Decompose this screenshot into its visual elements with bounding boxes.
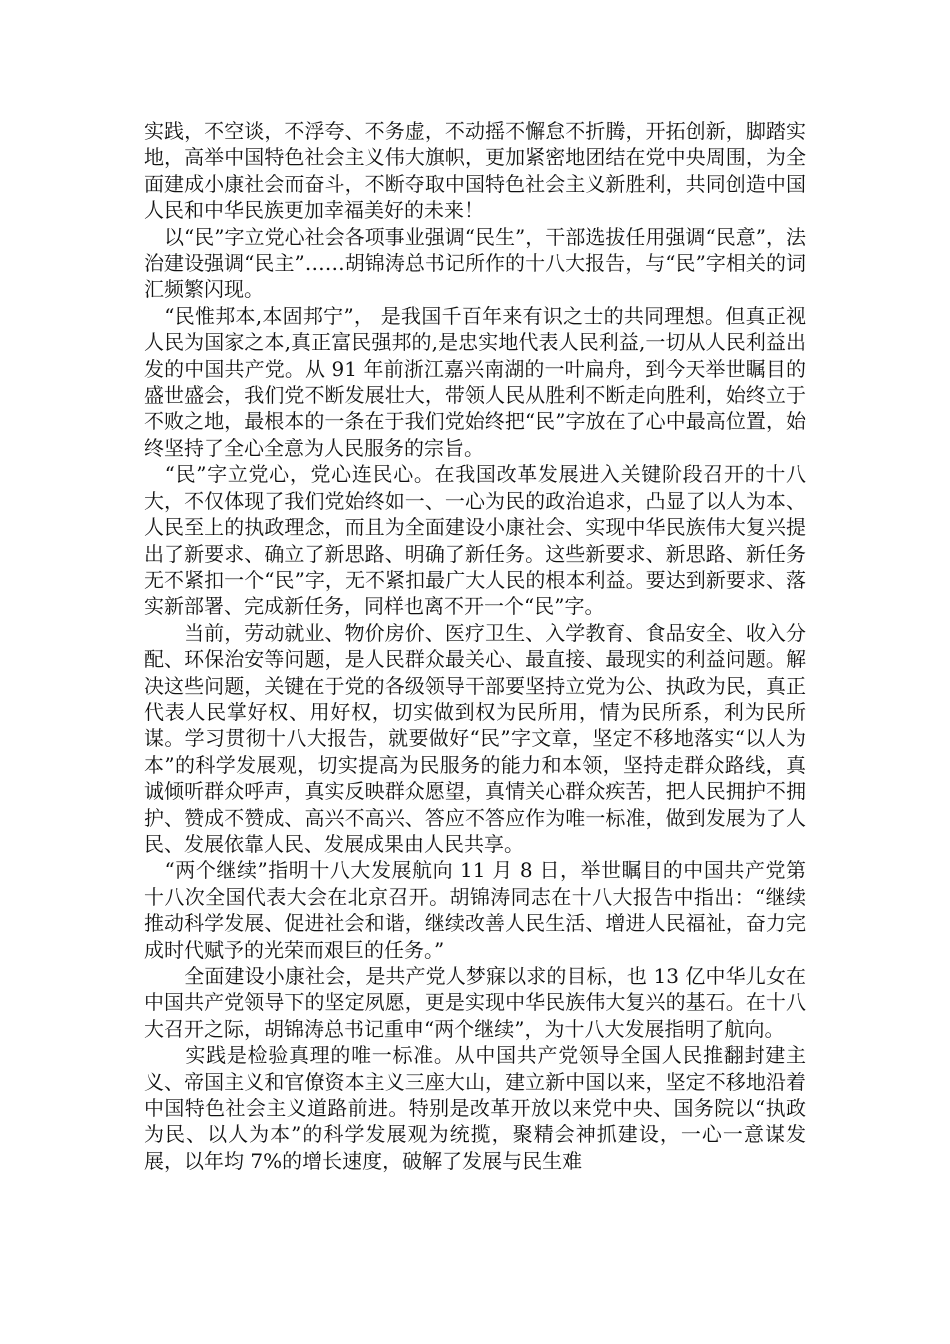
paragraph-7: 全面建设小康社会，是共产党人梦寐以求的目标，也 13 亿中华儿女在中国共产党领导下的坚定夙愿，更是实现中华民族伟大复兴的基石。在十八大召开之际，胡锦涛总书记重申“两个继续”，为十八大发展指明了航向。 (144, 964, 806, 1041)
document-body (144, 118, 806, 1174)
paragraph-4: “民”字立党心，党心连民心。在我国改革发展进入关键阶段召开的十八大，不仅体现了我们党始终如一、一心为民的政治追求，凸显了以人为本、人民至上的执政理念，而且为全面建设小康社会、实现中华民族伟大复兴提出了新要求、确立了新思路、明确了新任务。这些新要求、新思路、新任务无不紧扣一个“民”字，无不紧扣最广大人民的根本利益。要达到新要求、落实新部署、完成新任务，同样也离不开一个“民”字。 (144, 462, 806, 619)
paragraph-3: “民惟邦本,本固邦宁”， 是我国千百年来有识之士的共同理想。但真正视人民为国家之本,真正富民强邦的,是忠实地代表人民利益,一切从人民利益出发的中国共产党。从 91 年前浙江嘉兴南湖的一叶扁舟，到今天举世瞩目的盛世盛会，我们党不断发展壮大，带领人民从胜利不断走向胜利，始终立于不败之地，最根本的一条在于我们党始终把“民”字放在了心中最高位置，始终坚持了全心全意为人民服务的宗旨。 (144, 303, 806, 460)
paragraph-5: 当前，劳动就业、物价房价、医疗卫生、入学教育、食品安全、收入分配、环保治安等问题，是人民群众最关心、最直接、最现实的利益问题。解决这些问题，关键在于党的各级领导干部要坚持立党为公、执政为民，真正代表人民掌好权、用好权，切实做到权为民所用，情为民所系，利为民所谋。学习贯彻十八大报告，就要做好“民”字文章，坚定不移地落实“以人为本”的科学发展观，切实提高为民服务的能力和本领，坚持走群众路线，真诚倾听群众呼声，真实反映群众愿望，真情关心群众疾苦，把人民拥护不拥护、赞成不赞成、高兴不高兴、答应不答应作为唯一标准，做到发展为了人民、发展依靠人民、发展成果由人民共享。 (144, 620, 806, 856)
paragraph-2: 以“民”字立党心社会各项事业强调“民生”，干部选拔任用强调“民意”，法治建设强调“民主”……胡锦涛总书记所作的十八大报告，与“民”字相关的词汇频繁闪现。 (144, 224, 806, 302)
paragraph-6: “两个继续”指明十八大发展航向 11 月 8 日，举世瞩目的中国共产党第十八次全国代表大会在北京召开。胡锦涛同志在十八大报告中指出：“继续推动科学发展、促进社会和谐，继续改善人民生活、增进人民福祉，奋力完成时代赋予的光荣而艰巨的任务。” (144, 858, 806, 962)
paragraph-8: 实践是检验真理的唯一标准。从中国共产党领导全国人民推翻封建主义、帝国主义和官僚资本主义三座大山，建立新中国以来，坚定不移地沿着中国特色社会主义道路前进。特别是改革开放以来党中央、国务院以“执政为民、以人为本”的科学发展观为统揽，聚精会神抓建设，一心一意谋发展，以年均 7%的增长速度，破解了发展与民生难 (144, 1043, 806, 1173)
paragraph-1: 实践，不空谈，不浮夸、不务虚，不动摇不懈怠不折腾，开拓创新，脚踏实地，高举中国特色社会主义伟大旗帜，更加紧密地团结在党中央周围，为全面建成小康社会而奋斗，不断夺取中国特色社会主义新胜利，共同创造中国人民和中华民族更加幸福美好的未来！ (144, 119, 806, 223)
